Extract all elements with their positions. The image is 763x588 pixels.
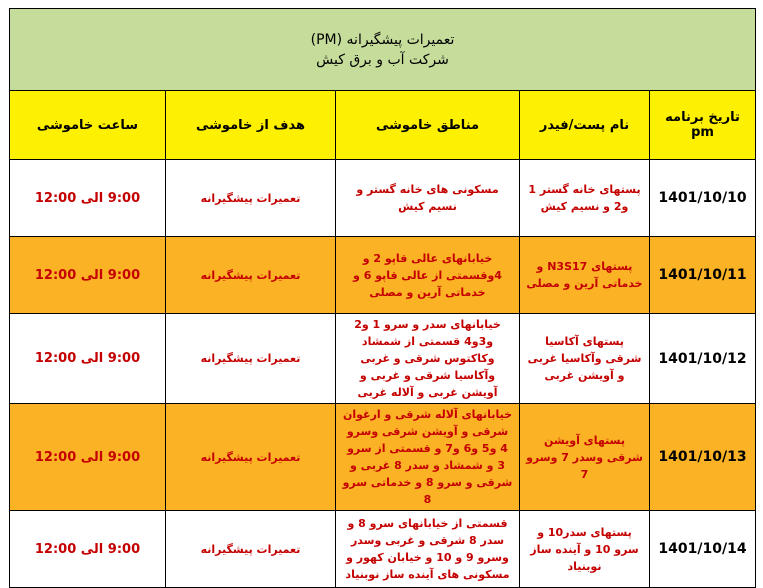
row-purpose: تعمیرات پیشگیرانه — [166, 404, 336, 511]
row-purpose: تعمیرات پیشگیرانه — [166, 237, 336, 314]
title-line-1: تعمیرات پیشگیرانه (PM) — [310, 31, 455, 48]
row-date: 1401/10/14 — [650, 511, 756, 588]
row-purpose: تعمیرات پیشگیرانه — [166, 314, 336, 404]
row-date: 1401/10/11 — [650, 237, 756, 314]
title-row — [10, 9, 756, 91]
row-post: پستهای آویشن شرقی وسدر 7 وسرو 7 — [520, 404, 650, 511]
row-purpose: تعمیرات پیشگیرانه — [166, 160, 336, 237]
schedule-sheet — [9, 8, 755, 588]
header-post: نام پست/فیدر — [520, 91, 650, 160]
title-line-2: شرکت آب و برق کیش — [316, 51, 449, 68]
page-title — [10, 9, 756, 91]
table-row — [10, 404, 756, 511]
row-areas: خیابانهای آلاله شرقی و ارغوان شرقی و آویشن شرقی وسرو 4 و5 و6 و7 و قسمتی از سرو 3 و شمشاد و سدر 8 غربی و شرقی و سرو 8 و خدماتی سرو 8 — [336, 404, 520, 511]
row-areas: خیابانهای عالی قاپو 2 و 4وقسمتی از عالی قاپو 6 و خدماتی آرین و مصلی — [336, 237, 520, 314]
row-date: 1401/10/10 — [650, 160, 756, 237]
row-areas: قسمتی از خیابانهای سرو 8 و سدر 8 شرقی و غربی وسدر وسرو 9 و 10 و خیابان کهور و مسکونی های آینده ساز نوبنیاد — [336, 511, 520, 588]
row-areas: خیابانهای سدر و سرو 1 و2 و3و4 قسمتی از شمشاد وکاکتوس شرقی و غربی وآکاسیا شرقی و غربی و آویشن غربی و آلاله غربی — [336, 314, 520, 404]
row-time: 9:00 الی 12:00 — [10, 511, 166, 588]
row-time: 9:00 الی 12:00 — [10, 237, 166, 314]
table-row — [10, 511, 756, 588]
row-post: پستهای N3S17 و خدماتی آرین و مصلی — [520, 237, 650, 314]
row-time: 9:00 الی 12:00 — [10, 160, 166, 237]
header-areas: مناطق خاموشی — [336, 91, 520, 160]
table-row — [10, 237, 756, 314]
maintenance-table — [9, 8, 756, 588]
row-post: پستهای آکاسیا شرقی وآکاسیا غربی و آویشن غربی — [520, 314, 650, 404]
header-row — [10, 91, 756, 160]
row-post: پستهای سدر10 و سرو 10 و آینده ساز نوبنیاد — [520, 511, 650, 588]
row-date: 1401/10/12 — [650, 314, 756, 404]
row-time: 9:00 الی 12:00 — [10, 404, 166, 511]
row-purpose: تعمیرات پیشگیرانه — [166, 511, 336, 588]
header-date: تاریخ برنامه pm — [650, 91, 756, 160]
table-row — [10, 314, 756, 404]
row-time: 9:00 الی 12:00 — [10, 314, 166, 404]
row-date: 1401/10/13 — [650, 404, 756, 511]
row-post: پستهای خانه گستر 1 و2 و نسیم کیش — [520, 160, 650, 237]
header-time: ساعت خاموشی — [10, 91, 166, 160]
row-areas: مسکونی های خانه گستر و نسیم کیش — [336, 160, 520, 237]
table-row — [10, 160, 756, 237]
header-purpose: هدف از خاموشی — [166, 91, 336, 160]
